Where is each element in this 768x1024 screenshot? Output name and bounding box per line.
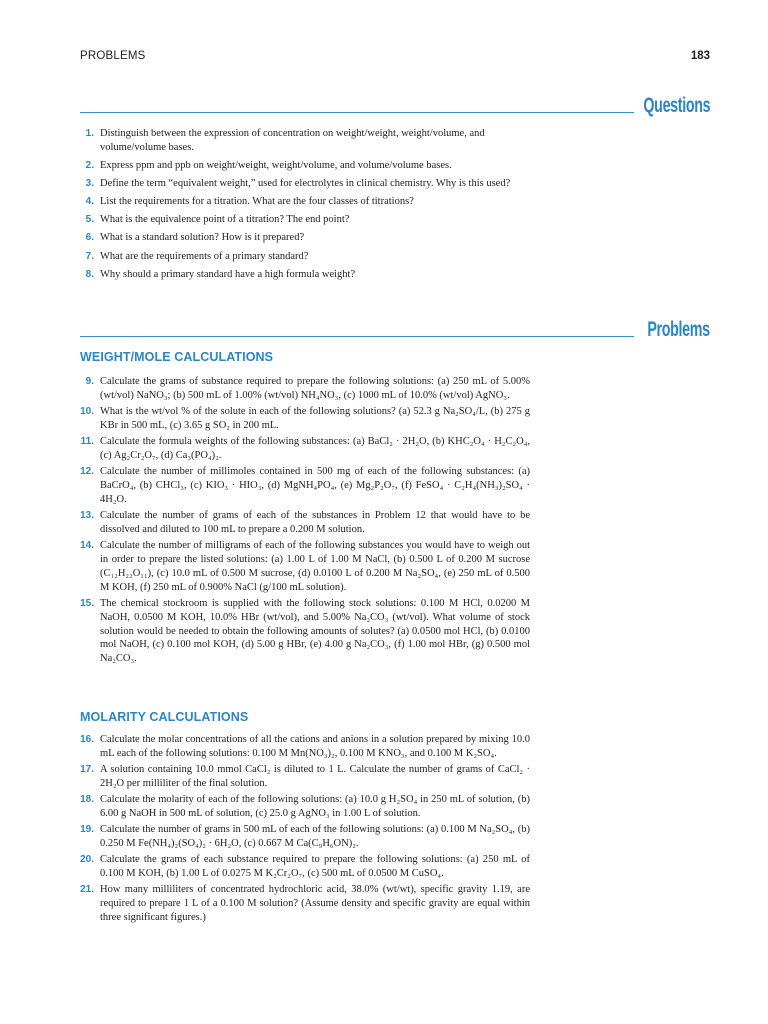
questions-heading: Questions [643,94,710,117]
questions-section-header [80,88,710,118]
running-header [80,50,710,66]
problems-section-header [80,312,710,342]
problem-item [80,853,530,881]
problem-item [80,435,530,463]
problem-item [80,823,530,851]
problem-number: 21. [80,884,94,896]
question-item [80,127,530,154]
question-item [80,250,530,264]
problem-text: Calculate the molarity of each of the following solutions: (a) 10.0 g H₂SO₄ in 250 mL of solution, (b) 6.00 g NaOH in 500 mL of solution, (c) 25.0 g AgNO₃ in 1.00 L of solution. [100,794,530,819]
problem-text: Calculate the number of millimoles contained in 500 mg of each of the following substances: (a) BaCrO₄, (b) CHCl₃, (c) KIO₃ · HIO₃, (d) MgNH₄PO₄, (e) Mg₂P₂O₇, (f) FeSO₄ · C₂H₄(NH₃)₂SO₄ · 4H₂O. [100,466,530,505]
problem-item [80,465,530,506]
question-text: What are the requirements of a primary standard? [100,250,309,262]
problem-item [80,597,530,666]
problem-item [80,509,530,537]
problem-number: 10. [80,406,94,418]
weight-mole-subheading: WEIGHT/MOLE CALCULATIONS [80,350,274,364]
question-text: Define the term “equivalent weight,” used for electrolytes in clinical chemistry. Why is this used? [100,177,511,189]
question-text: Why should a primary standard have a high formula weight? [100,268,356,280]
problem-number: 12. [80,466,94,478]
question-text: Express ppm and ppb on weight/weight, weight/volume, and volume/volume bases. [100,159,452,171]
problem-number: 11. [80,436,94,448]
problem-text: Calculate the number of grams in 500 mL of each of the following solutions: (a) 0.100 M Na₂SO₄, (b) 0.250 M Fe(NH₄)₂(SO₄)₂ · 6H₂O, (c) 0.667 M Ca(C₉H₆ON)₂. [100,824,530,850]
problem-number: 9. [85,376,94,387]
problem-text: Calculate the number of milligrams of each of the following substances you would have to weigh out in order to prepare the listed solutions: (a) 1.00 L of 1.00 M NaCl, (b) 0.500 L of 0.200 M sucrose (C₁₂H₂₂O₁₁), (c) 10.0 mL of 0.500 M sucrose, (d) 0.0100 L of 0.200 M Na₂SO₄, (e) 250 mL of 0.500 M KOH, (f) 250 mL of 0.900% NaCl (g/100 mL solution). [100,540,530,593]
questions-list [80,127,530,286]
section-rule [80,112,634,113]
problem-item [80,539,530,594]
molarity-problems [80,733,530,927]
problem-item [80,883,530,924]
problem-number: 20. [80,854,94,866]
problem-number: 18. [80,794,94,806]
problem-text: Calculate the grams of each substance required to prepare the following solutions: (a) 250 mL of 0.100 M KOH, (b) 1.00 L of 0.0275 M K₂Cr₂O₇, (c) 500 mL of 0.0500 M CuSO₄. [100,854,530,880]
question-number: 5. [85,214,94,226]
weight-mole-problems [80,375,530,668]
problem-item [80,793,530,821]
question-item [80,177,530,191]
question-item [80,195,530,209]
question-item [80,159,530,173]
problem-text: How many milliliters of concentrated hydrochloric acid, 38.0% (wt/wt), specific gravity 1.19, are required to prepare 1 L of a 0.100 M solution? (Assume density and specific gravity are equal within three significant figures.) [100,884,530,924]
problem-text: A solution containing 10.0 mmol CaCl₂ is diluted to 1 L. Calculate the number of grams of CaCl₂ · 2H₂O per milliliter of the final solution. [100,764,530,789]
problem-number: 16. [80,734,94,745]
problem-number: 19. [80,824,94,836]
page-number: 183 [690,50,710,62]
question-number: 6. [85,232,94,244]
question-number: 3. [85,177,94,189]
problem-item [80,375,530,403]
question-number: 8. [85,268,94,280]
question-number: 7. [85,250,94,262]
problem-text: Calculate the molar concentrations of all the cations and anions in a solution prepared by mixing 10.0 mL each of the following solutions: 0.100 M Mn(NO₃)₂, 0.100 M KNO₃, and 0.100 M K₂SO₄. [100,734,530,759]
problem-text: Calculate the formula weights of the following substances: (a) BaCl₂ · 2H₂O, (b) KHC₂O₄ · H₂C₂O₄, (c) Ag₂Cr₂O₇, (d) Ca₃(PO₄)₂. [100,436,530,461]
problem-number: 13. [80,510,94,522]
question-item [80,268,530,282]
question-number: 4. [85,196,94,208]
problem-text: What is the wt/vol % of the solute in each of the following solutions? (a) 52.3 g Na₂SO₄/L, (b) 275 g KBr in 500 mL, (c) 3.65 g SO₂ in 200 mL. [100,406,530,431]
problem-number: 14. [80,540,94,552]
problem-text: The chemical stockroom is supplied with the following stock solutions: 0.100 M HCl, 0.0200 M NaOH, 0.0500 M KOH, 10.0% HBr (wt/vol), and 5.00% Na₂CO₃ (wt/vol). What volume of stock solution would be needed to obtain the following amounts of solutes? (a) 0.0500 mol HCl, (b) 0.0100 mol NaOH, (c) 0.100 mol KOH, (d) 5.00 g HBr, (e) 4.00 g Na₂CO₃, (f) 1.00 mol HBr, (g) 0.500 mol Na₂CO₃. [100,597,530,665]
problem-number: 15. [80,597,94,609]
section-rule [80,336,634,337]
problem-item [80,733,530,761]
question-item [80,213,530,227]
problem-item [80,763,530,791]
question-text: Distinguish between the expression of concentration on weight/weight, weight/volume, and volume/volume bases. [100,128,485,153]
question-item [80,231,530,245]
question-text: What is the equivalence point of a titration? The end point? [100,214,350,226]
problems-heading: Problems [647,318,710,341]
problem-item [80,405,530,433]
problem-number: 17. [80,764,94,776]
question-number: 1. [85,128,94,139]
question-number: 2. [85,159,94,171]
problem-text: Calculate the grams of substance required to prepare the following solutions: (a) 250 mL of 5.00% (wt/vol) NaNO₃; (b) 500 mL of 1.00% (wt/vol) NH₄NO₃, (c) 1000 mL of 10.0% (wt/vol) AgNO₃. [100,376,530,401]
question-text: List the requirements for a titration. What are the four classes of titrations? [100,196,414,208]
question-text: What is a standard solution? How is it prepared? [100,232,305,244]
problem-text: Calculate the number of grams of each of the substances in Problem 12 that would have to be dissolved and diluted to 100 mL to prepare a 0.200 M solution. [100,510,530,535]
molarity-subheading: MOLARITY CALCULATIONS [80,710,249,724]
running-head-title: PROBLEMS [80,50,146,62]
